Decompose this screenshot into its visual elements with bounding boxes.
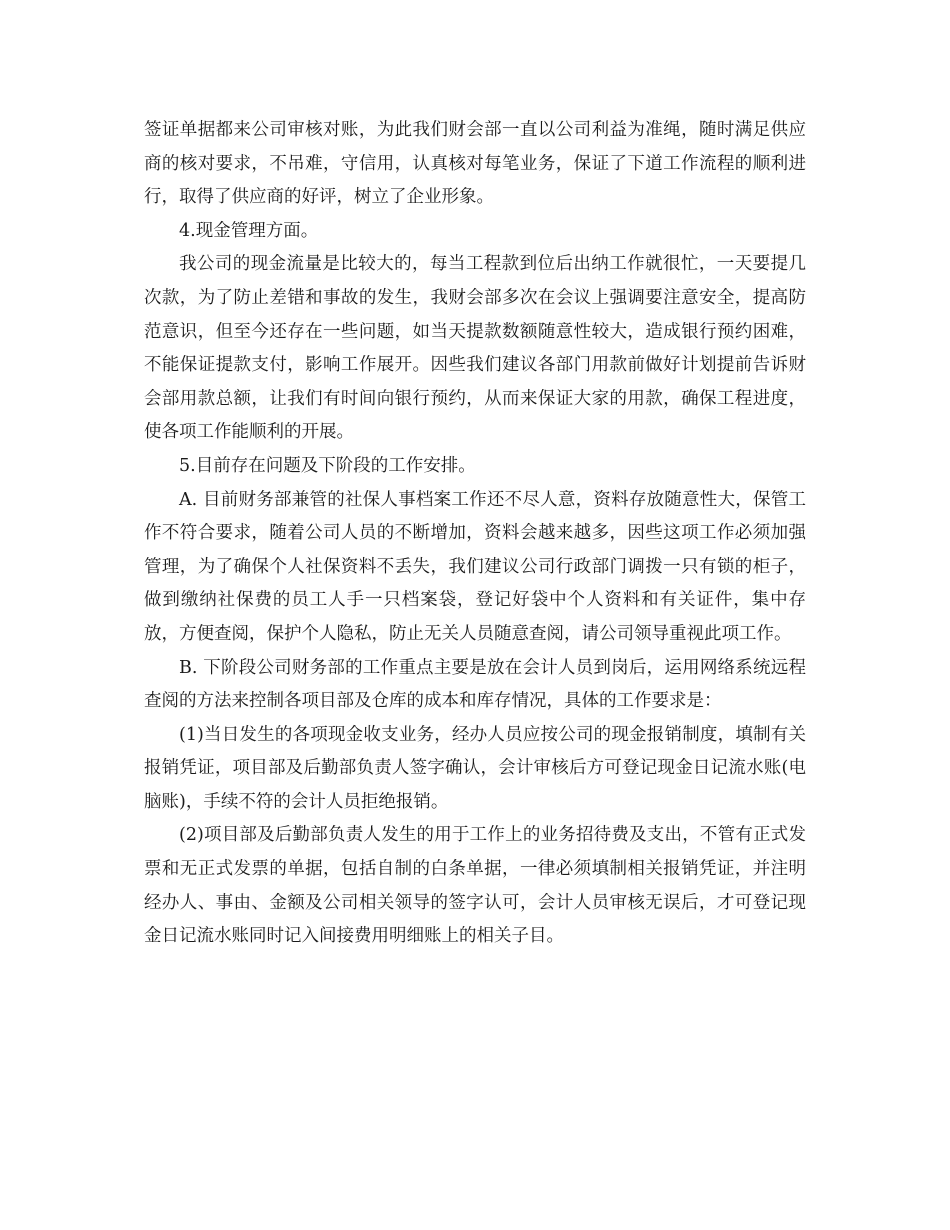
heading-cash-management: 4.现金管理方面。 xyxy=(179,220,319,241)
heading-problems-and-plan: 5.目前存在问题及下阶段的工作安排。 xyxy=(179,455,476,476)
paragraph-supplier-reconciliation: 签证单据都来公司审核对账，为此我们财会部一直以公司利益为准绳，随时满足供应商的核对要求，不吊难，守信用，认真核对每笔业务，保证了下道工作流程的顺利进行，取得了供应商的好评，树立了企业形象。 xyxy=(144,120,806,208)
paragraph-item-a: A. 目前财务部兼管的社保人事档案工作还不尽人意，资料存放随意性大，保管工作不符合要求，随着公司人员的不断增加，资料会越来越多，因些这项工作必须加强管理，为了确保个人社保资料不丢失，我们建议公司行政部门调拨一只有锁的柜子，做到缴纳社保费的员工人手一只档案袋，登记好袋中个人资料和有关证件，集中存放，方便查阅，保护个人隐私，防止无关人员随意查阅，请公司领导重视此项工作。 xyxy=(144,489,806,644)
paragraph-cash-flow: 我公司的现金流量是比较大的，每当工程款到位后出纳工作就很忙，一天要提几次款，为了防止差错和事故的发生，我财会部多次在会议上强调要注意安全，提高防范意识，但至今还存在一些问题，如当天提款数额随意性较大，造成银行预约困难，不能保证提款支付，影响工作展开。因些我们建议各部门用款前做好计划提前告诉财会部用款总额，让我们有时间向银行预约，从而来保证大家的用款，确保工程进度，使各项工作能顺利的开展。 xyxy=(144,254,806,443)
document-body xyxy=(144,114,806,954)
paragraph-requirement-2: (2)项目部及后勤部负责人发生的用于工作上的业务招待费及支出，不管有正式发票和无正式发票的单据，包括自制的白条单据，一律必须填制相关报销凭证，并注明经办人、事由、金额及公司相关领导的签字认可，会计人员审核无误后，才可登记现金日记流水账同时记入间接费用明细账上的相关子目。 xyxy=(144,825,806,947)
paragraph-requirement-1: (1)当日发生的各项现金收支业务，经办人员应按公司的现金报销制度，填制有关报销凭证，项目部及后勤部负责人签字确认，会计审核后方可登记现金日记流水账(电脑账)，手续不符的会计人员拒绝报销。 xyxy=(144,724,806,812)
paragraph-item-b: B. 下阶段公司财务部的工作重点主要是放在会计人员到岗后，运用网络系统远程查阅的方法来控制各项目部及仓库的成本和库存情况，具体的工作要求是： xyxy=(144,657,806,712)
